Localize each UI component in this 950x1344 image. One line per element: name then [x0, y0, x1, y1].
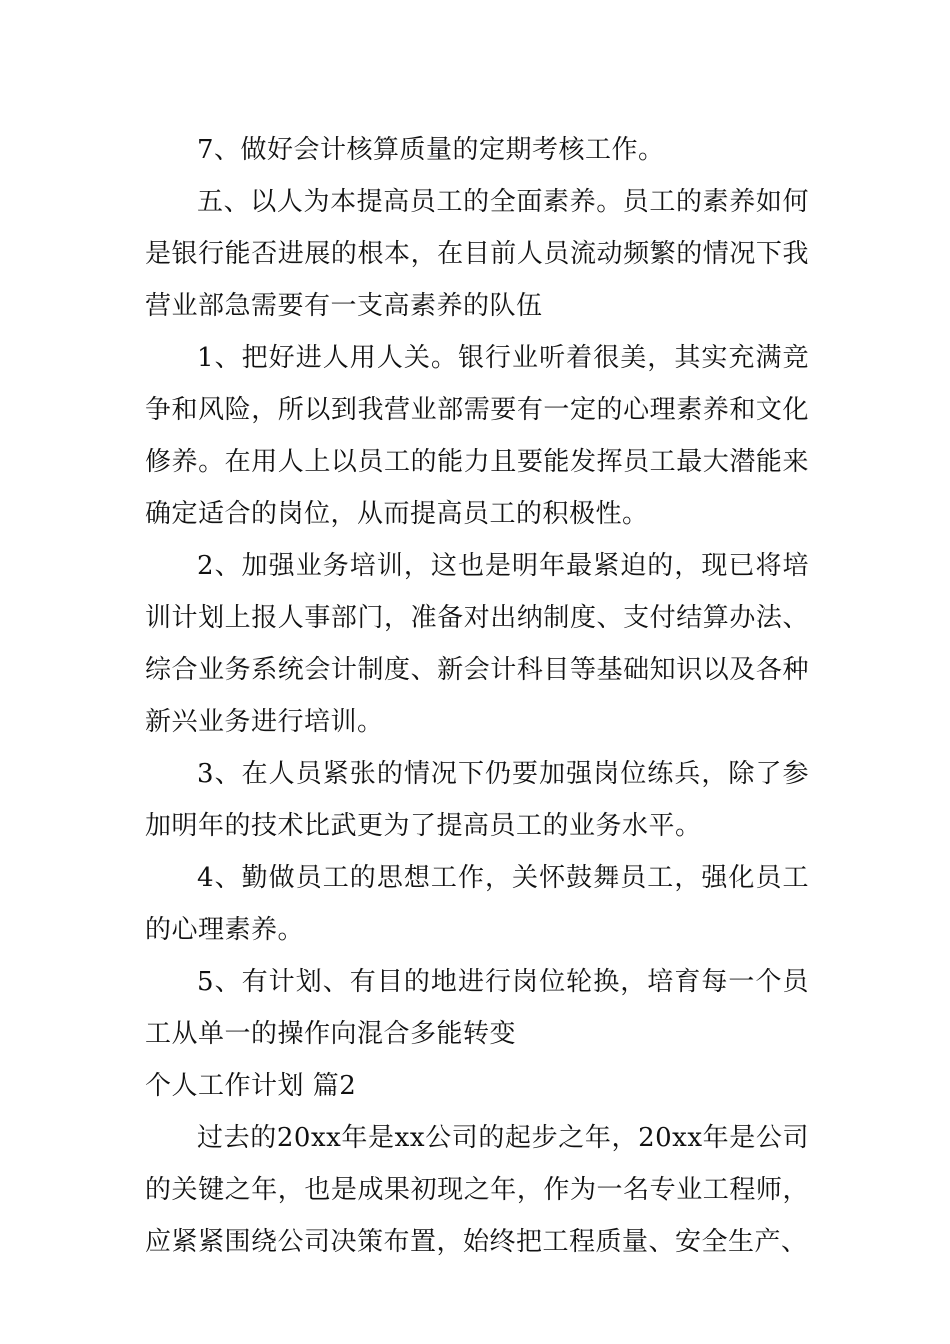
paragraph-section-5: 五、以人为本提高员工的全面素养。员工的素养如何是银行能否进展的根本，在目前人员流动频繁的情况下我营业部急需要有一支高素养的队伍	[145, 187, 809, 321]
paragraph-item-5: 5、有计划、有目的地进行岗位轮换，培育每一个员工从单一的操作向混合多能转变	[145, 967, 809, 1049]
paragraph-item-3: 3、在人员紧张的情况下仍要加强岗位练兵，除了参加明年的技术比武更为了提高员工的业务水平。	[145, 759, 809, 841]
paragraph-item-7: 7、做好会计核算质量的定期考核工作。	[197, 135, 665, 165]
paragraph-item-4: 4、勤做员工的思想工作，关怀鼓舞员工，强化员工的心理素养。	[145, 863, 809, 945]
section-heading: 个人工作计划 篇2	[145, 1071, 357, 1101]
section-intro-paragraph: 过去的20xx年是xx公司的起步之年，20xx年是公司的关键之年，也是成果初现之年，作为一名专业工程师，应紧紧围绕公司决策布置，始终把工程质量、安全生产、	[145, 1123, 809, 1257]
paragraph-item-2: 2、加强业务培训，这也是明年最紧迫的，现已将培训计划上报人事部门，准备对出纳制度、支付结算办法、综合业务系统会计制度、新会计科目等基础知识以及各种新兴业务进行培训。	[145, 551, 809, 737]
paragraph-item-1: 1、把好进人用人关。银行业听着很美，其实充满竞争和风险，所以到我营业部需要有一定的心理素养和文化修养。在用人上以员工的能力且要能发挥员工最大潜能来确定适合的岗位，从而提高员工的积极性。	[145, 343, 809, 529]
document-body	[145, 124, 809, 1268]
